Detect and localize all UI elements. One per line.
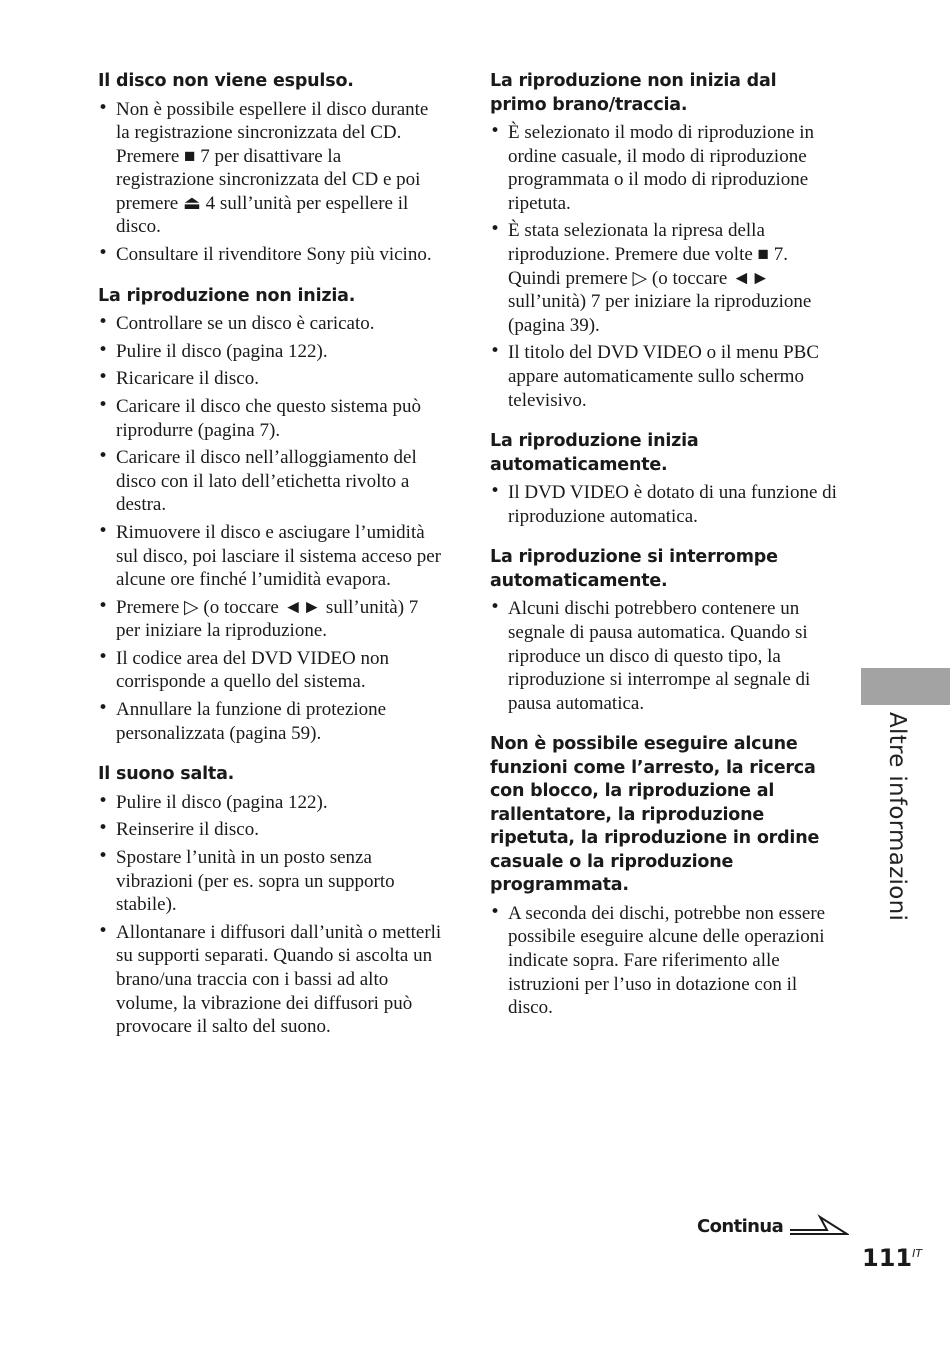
section-heading: Il disco non viene espulso.	[98, 71, 354, 91]
list-item: • Alcuni dischi potrebbero contenere un segnale di pausa automatica. Quando si riproduce un disco di questo tipo, la riproduzione si interrompe al segnale di pausa automatica.	[490, 597, 838, 715]
list-item: • Ricaricare il disco.	[98, 367, 443, 391]
continua-label: Continua	[697, 1215, 784, 1237]
continue-arrow-icon	[789, 1214, 849, 1238]
side-tab-marker	[861, 668, 950, 705]
list-item: • Il DVD VIDEO è dotato di una funzione di riproduzione automatica.	[490, 481, 838, 528]
list-item: • È selezionato il modo di riproduzione in ordine casuale, il modo di riproduzione programmata o il modo di riproduzione ripetuta.	[490, 121, 838, 215]
list-item: • A seconda dei dischi, potrebbe non essere possibile eseguire alcune delle operazioni indicate sopra. Fare riferimento alle istruzioni per l’uso in dotazione con il disco.	[490, 902, 838, 1020]
section-auto-stop	[490, 546, 838, 715]
list-item: • È stata selezionata la ripresa della riproduzione. Premere due volte ■ 7. Quindi premere ▷ (o toccare ◄► sull’unità) 7 per iniziare la riproduzione (pagina 39).	[490, 219, 838, 337]
list-item: • Spostare l’unità in un posto senza vibrazioni (per es. sopra un supporto stabile).	[98, 846, 443, 917]
page-language-suffix: IT	[912, 1247, 923, 1260]
section-playback-not-start	[98, 285, 443, 746]
list-item: • Il titolo del DVD VIDEO o il menu PBC appare automaticamente sullo schermo televisivo.	[490, 341, 838, 412]
continua-indicator	[697, 1214, 849, 1238]
right-column	[490, 70, 838, 1038]
list-item: • Pulire il disco (pagina 122).	[98, 791, 443, 815]
section-not-from-first-track	[490, 70, 838, 412]
section-sound-skips	[98, 763, 443, 1038]
list-item: • Rimuovere il disco e asciugare l’umidità sul disco, poi lasciare il sistema acceso per alcune ore finché l’umidità evapora.	[98, 521, 443, 592]
list-item: • Caricare il disco che questo sistema può riprodurre (pagina 7).	[98, 395, 443, 442]
list-item: • Non è possibile espellere il disco durante la registrazione sincronizzata del CD. Premere ■ 7 per disattivare la registrazione sincronizzata del CD e poi premere ⏏ 4 sull’unità per espellere il disco.	[98, 98, 443, 240]
section-heading: Il suono salta.	[98, 764, 235, 785]
list-item: • Premere ▷ (o toccare ◄► sull’unità) 7 per iniziare la riproduzione.	[98, 596, 443, 643]
list-item: • Caricare il disco nell’alloggiamento del disco con il lato dell’etichetta rivolto a destra.	[98, 446, 443, 517]
list-item: • Annullare la funzione di protezione personalizzata (pagina 59).	[98, 698, 443, 745]
side-section-label: Altre informazioni	[884, 712, 910, 922]
list-item: • Reinserire il disco.	[98, 818, 443, 842]
list-item: • Allontanare i diffusori dall’unità o metterli su supporti separati. Quando si ascolta un brano/una traccia con i bassi ad alto volume, la vibrazione dei diffusori può provocare il salto del suono.	[98, 921, 443, 1039]
list-item: • Pulire il disco (pagina 122).	[98, 340, 443, 364]
section-disc-not-ejected	[98, 70, 443, 267]
list-item: • Consultare il rivenditore Sony più vicino.	[98, 243, 443, 267]
section-auto-start	[490, 430, 838, 528]
section-heading: La riproduzione non inizia.	[98, 285, 356, 306]
list-item: • Il codice area del DVD VIDEO non corrisponde a quello del sistema.	[98, 647, 443, 694]
left-column	[98, 70, 443, 1057]
section-functions-unavailable	[490, 733, 838, 1019]
page-number-value: 111	[862, 1244, 913, 1272]
section-heading: La riproduzione non inizia dal primo brano/traccia.	[490, 71, 777, 115]
section-heading: La riproduzione inizia automaticamente.	[490, 431, 699, 475]
list-item: • Controllare se un disco è caricato.	[98, 312, 443, 336]
section-heading: Non è possibile eseguire alcune funzioni come l’arresto, la ricerca con blocco, la riproduzione al rallentatore, la riproduzione ripetuta, la riproduzione in ordine casuale o la riproduzione programmata.	[490, 734, 820, 896]
section-heading: La riproduzione si interrompe automaticamente.	[490, 547, 778, 591]
page-number	[862, 1244, 922, 1272]
